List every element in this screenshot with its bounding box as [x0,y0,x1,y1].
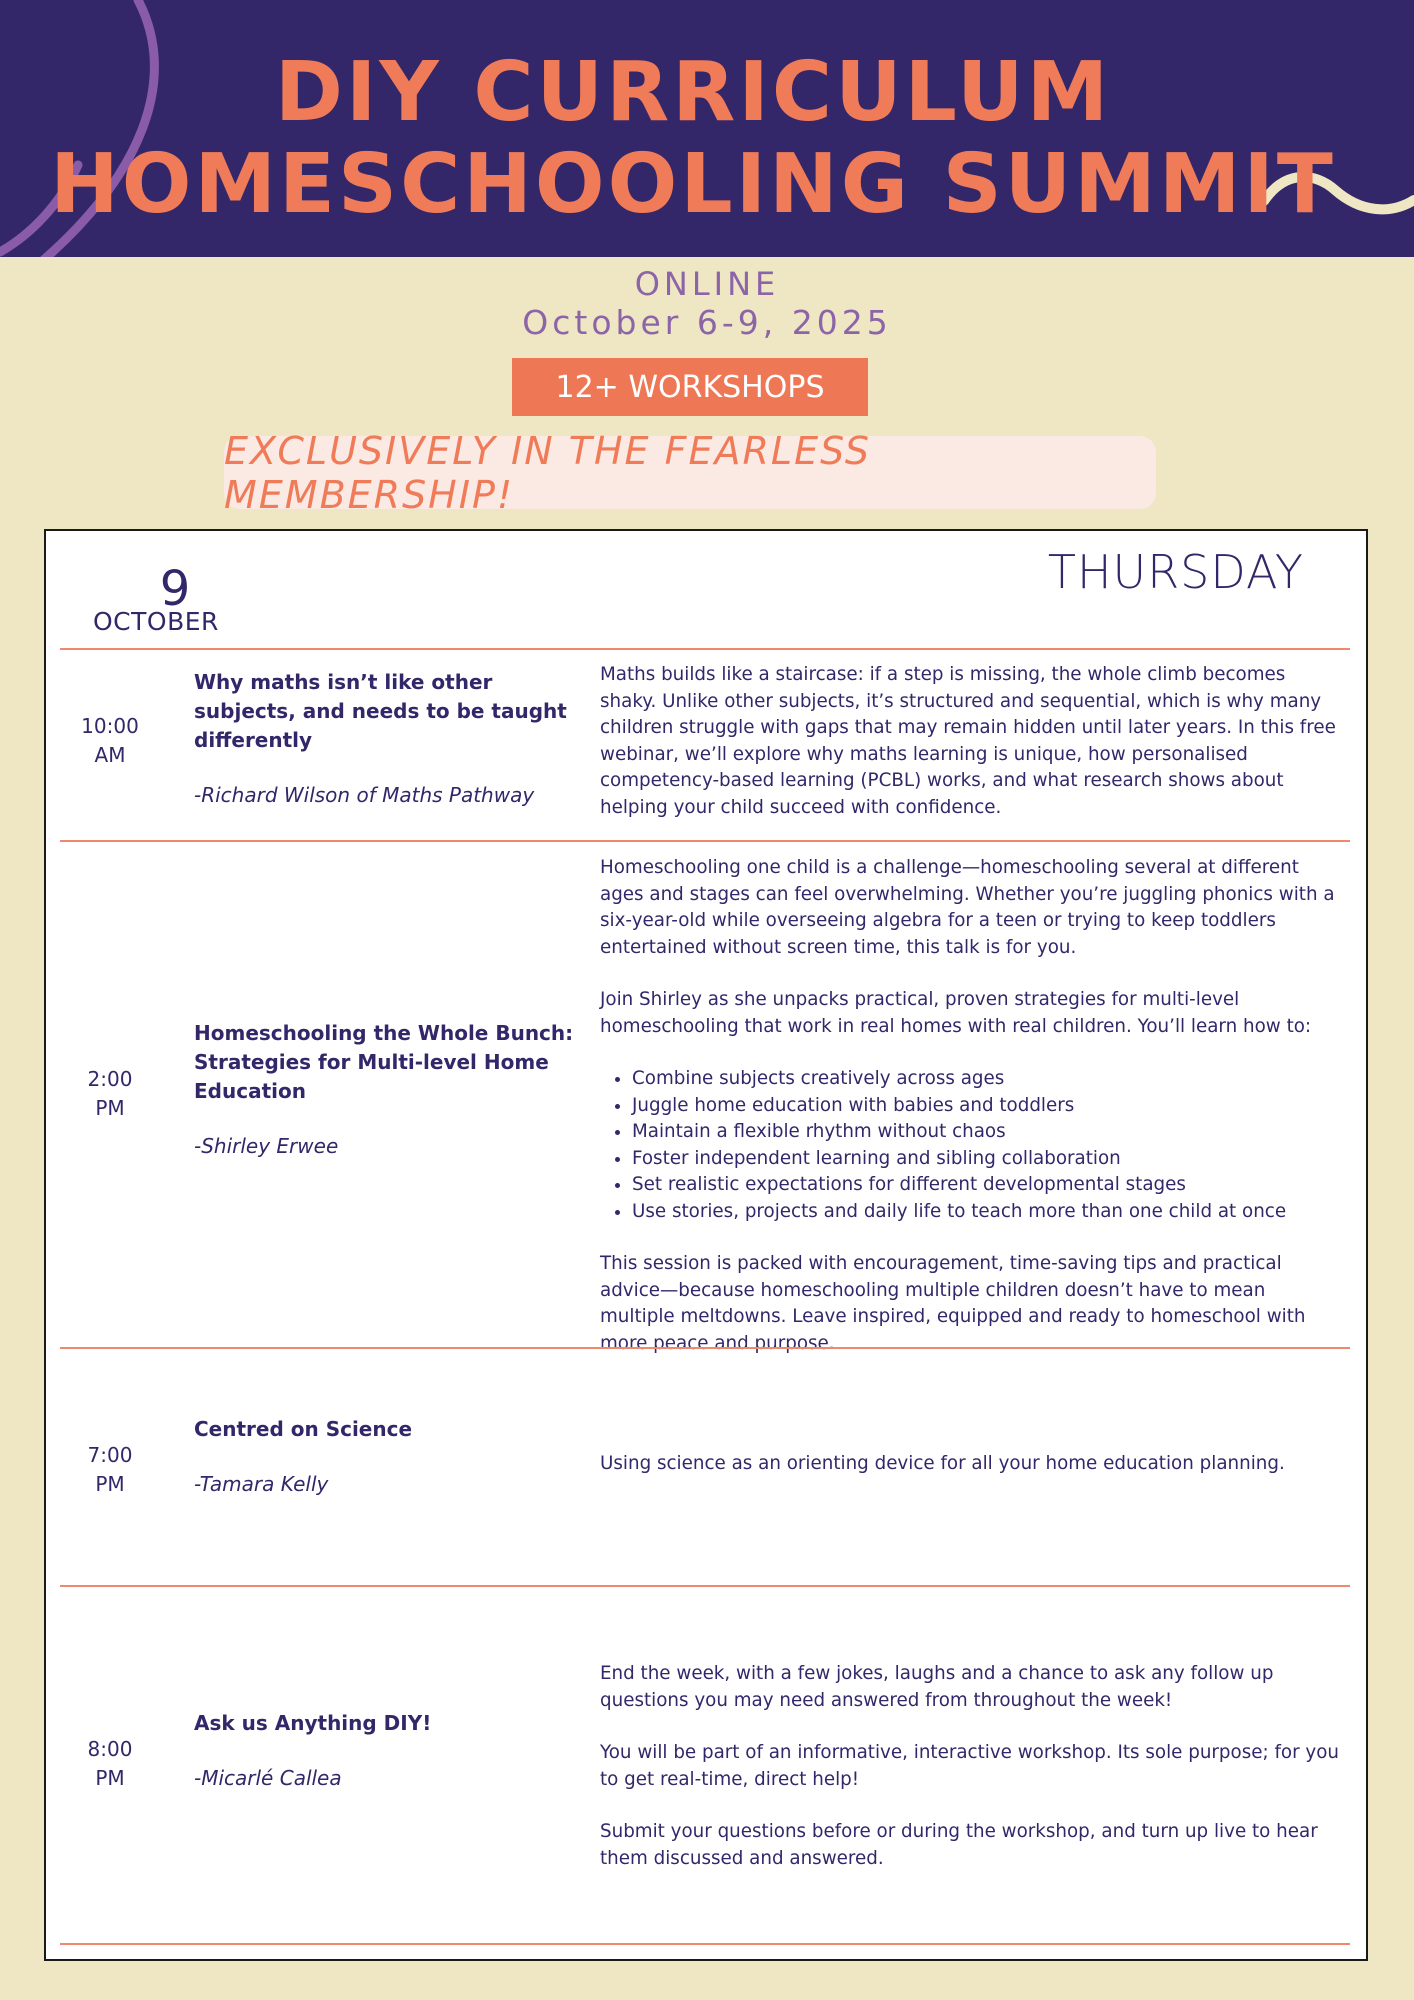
exclusive-banner: EXCLUSIVELY IN THE FEARLESS MEMBERSHIP! [224,436,1156,509]
list-item: • Combine subjects creatively across ages [632,1066,1340,1093]
summit-title-line2: HOMESCHOOLING SUMMIT [50,137,1336,232]
description-paragraph: You will be part of an informative, interactive workshop. Its sole purpose; for you to get real-time, direct help! [600,1742,1339,1790]
header-banner [0,0,1414,257]
event-format: ONLINE [634,265,780,303]
session-description [600,1451,1340,1478]
session-speaker: -Tamara Kelly [194,1472,329,1496]
list-item: • Maintain a flexible rhythm without chaos [632,1119,1340,1146]
session-time-hour: 10:00 [81,714,139,738]
session-title: Homeschooling the Whole Bunch: Strategies for Multi-level Home Education [194,1021,574,1103]
session-row [60,648,1350,842]
session-time [60,1441,160,1499]
session-description [600,662,1340,821]
workshops-badge: 12+ WORKSHOPS [512,358,868,416]
learning-outcomes-list [600,1066,1340,1225]
description-paragraph: Submit your questions before or during the workshop, and turn up live to hear them discussed and answered. [600,1821,1318,1869]
day-month: OCTOBER [93,607,219,636]
session-title: Centred on Science [194,1417,413,1441]
description-paragraph: Join Shirley as she unpacks practical, proven strategies for multi-level homeschooling that work in real homes with real children. You’ll learn how to: [600,989,1312,1037]
session-time-hour: 2:00 [87,1067,133,1091]
session-time-period: AM [94,743,126,767]
description-paragraph: This session is packed with encouragement, time-saving tips and practical advice—because homeschooling multiple children doesn’t have to mean multiple meltdowns. Leave inspired, equipped and ready to homeschool with more peace and purpose. [600,1253,1306,1354]
session-speaker: -Micarlé Callea [194,1766,342,1790]
description-paragraph: Using science as an orienting device for all your home education planning. [600,1453,1285,1474]
session-time [60,712,160,770]
session-info [194,1415,574,1499]
session-info [194,1019,574,1161]
session-description [600,1661,1340,1872]
day-number: 9 [159,561,191,617]
session-time [60,1065,160,1123]
session-time-period: PM [95,1472,125,1496]
session-row [60,840,1350,1354]
list-item: • Juggle home education with babies and toddlers [632,1093,1340,1120]
list-item: • Use stories, projects and daily life to teach more than one child at once [632,1199,1340,1226]
session-title: Why maths isn’t like other subjects, and needs to be taught differently [194,670,567,752]
session-speaker: -Shirley Erwee [194,1134,339,1158]
session-description [600,855,1340,1357]
summit-title-line1: DIY CURRICULUM [274,45,1112,140]
description-paragraph: Homeschooling one child is a challenge—homeschooling several at different ages and stages can feel overwhelming. Whether you’re juggling phonics with a six-year-old while overseeing algebra for a teen or trying to keep toddlers entertained without screen time, this talk is for you. [600,857,1335,958]
session-time-hour: 7:00 [87,1443,133,1467]
day-weekday: THURSDAY [1047,545,1304,599]
session-title: Ask us Anything DIY! [194,1711,432,1735]
schedule-card [44,529,1368,1961]
session-row [60,1347,1350,1587]
session-row [60,1585,1350,1945]
list-item: • Foster independent learning and sibling collaboration [632,1146,1340,1173]
event-dates: October 6-9, 2025 [522,303,892,342]
list-item: • Set realistic expectations for different developmental stages [632,1172,1340,1199]
description-paragraph: Maths builds like a staircase: if a step is missing, the whole climb becomes shaky. Unlike other subjects, it’s structured and sequential, which is why many children struggle with gaps that may remain hidden until later years. In this free webinar, we’ll explore why maths learning is unique, how personalised competency-based learning (PCBL) works, and what research shows about helping your child succeed with confidence. [600,664,1336,818]
session-time-period: PM [95,1096,125,1120]
session-info [194,668,574,810]
session-speaker: -Richard Wilson of Maths Pathway [194,783,535,807]
description-paragraph: End the week, with a few jokes, laughs and a chance to ask any follow up questions you may need answered from throughout the week! [600,1663,1274,1711]
session-time [60,1735,160,1793]
session-time-hour: 8:00 [87,1737,133,1761]
session-time-period: PM [95,1766,125,1790]
session-info [194,1709,574,1793]
